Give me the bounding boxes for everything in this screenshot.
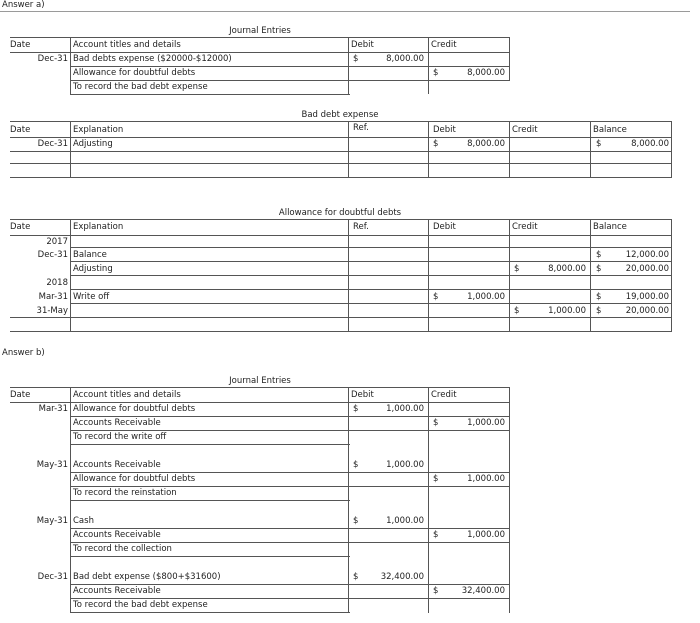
journal-b-row-debit: 1,000.00 (386, 516, 424, 526)
bad-debt-ledger-header-ref: Ref. (353, 123, 369, 133)
journal-b-row-debit: 32,400.00 (380, 572, 424, 582)
journal-a-row-credit-symbol: $ (433, 68, 439, 78)
answer-a-heading: Answer a) (2, 0, 45, 10)
journal-b-row-date: May-31 (36, 516, 68, 526)
allowance-ledger-row-date: 31-May (36, 306, 68, 316)
allowance-ledger-row-balance: 20,000.00 (625, 264, 669, 274)
allowance-ledger-row-explanation: Adjusting (73, 264, 113, 274)
bad-debt-ledger-header-balance: Balance (593, 125, 627, 135)
journal-b-row-account: Accounts Receivable (73, 530, 161, 540)
bad-debt-ledger-row-date: Dec-31 (37, 139, 68, 149)
bad-debt-ledger-row-balance: 8,000.00 (631, 139, 669, 149)
bad-debt-ledger-title: Bad debt expense (301, 110, 379, 120)
journal-b-header-debit: Debit (351, 390, 374, 400)
bad-debt-ledger-row-debit: 8,000.00 (467, 139, 505, 149)
allowance-ledger-row-credit-symbol: $ (514, 306, 520, 316)
journal-b-header-credit: Credit (431, 390, 457, 400)
allowance-ledger-row-credit: 8,000.00 (548, 264, 586, 274)
journal-b-row-credit: 1,000.00 (467, 530, 505, 540)
allowance-ledger-row-year: 2017 (46, 237, 68, 247)
allowance-ledger-header-debit: Debit (433, 222, 456, 232)
allowance-ledger-row-explanation: Balance (73, 250, 107, 260)
journal-a-row-debit: 8,000.00 (386, 54, 424, 64)
journal-a-row-account: To record the bad debt expense (73, 82, 208, 92)
journal-a-header-debit: Debit (351, 40, 374, 50)
answer-b-heading: Answer b) (2, 348, 45, 358)
journal-b-title: Journal Entries (229, 376, 291, 386)
allowance-ledger-row-explanation: Write off (73, 292, 110, 302)
bad-debt-ledger-row-explanation: Adjusting (73, 139, 113, 149)
bad-debt-ledger-header-explanation: Explanation (73, 125, 124, 135)
journal-b-row-date: Mar-31 (38, 404, 68, 414)
bad-debt-ledger-row-balance-symbol: $ (596, 139, 602, 149)
allowance-ledger-row-year: 2018 (46, 278, 68, 288)
journal-b-row-debit-symbol: $ (353, 516, 359, 526)
allowance-ledger-row-balance-symbol: $ (596, 264, 602, 274)
bad-debt-ledger-header-date: Date (10, 125, 31, 135)
journal-a-row-credit: 8,000.00 (467, 68, 505, 78)
journal-b-row-account: Accounts Receivable (73, 586, 161, 596)
journal-b-row-debit-symbol: $ (353, 404, 359, 414)
journal-b-header-account: Account titles and details (73, 390, 181, 400)
journal-a-row-debit-symbol: $ (353, 54, 359, 64)
journal-b-row-credit-symbol: $ (433, 530, 439, 540)
allowance-ledger-title: Allowance for doubtful debts (278, 208, 402, 218)
journal-b-row-account: To record the write off (73, 432, 167, 442)
allowance-ledger-header-ref: Ref. (353, 222, 369, 232)
allowance-ledger-row-date: Dec-31 (37, 250, 68, 260)
allowance-ledger-row-balance-symbol: $ (596, 250, 602, 260)
journal-b-row-debit: 1,000.00 (386, 404, 424, 414)
journal-b-row-account: Bad debt expense ($800+$31600) (73, 572, 221, 582)
journal-b-header-date: Date (10, 390, 31, 400)
allowance-ledger-header-balance: Balance (593, 222, 627, 232)
journal-b-row-account: Accounts Receivable (73, 460, 161, 470)
allowance-ledger-row-balance-symbol: $ (596, 292, 602, 302)
allowance-ledger-row-credit-symbol: $ (514, 264, 520, 274)
journal-a-row-account: Bad debts expense ($20000-$12000) (73, 54, 232, 64)
journal-a-header-date: Date (10, 40, 31, 50)
allowance-ledger-row-balance-symbol: $ (596, 306, 602, 316)
allowance-ledger-row-balance: 12,000.00 (625, 250, 669, 260)
journal-b-row-account: To record the collection (73, 544, 172, 554)
journal-a-header-credit: Credit (431, 40, 457, 50)
journal-b-row-account: Accounts Receivable (73, 418, 161, 428)
journal-b-row-credit: 1,000.00 (467, 418, 505, 428)
journal-b-row-account: Allowance for doubtful debts (73, 404, 196, 414)
allowance-ledger-row-balance: 19,000.00 (625, 292, 669, 302)
allowance-ledger-header-date: Date (10, 222, 31, 232)
allowance-ledger-row-debit-symbol: $ (433, 292, 439, 302)
allowance-ledger-row-credit: 1,000.00 (548, 306, 586, 316)
journal-b-row-credit-symbol: $ (433, 418, 439, 428)
journal-b-row-debit: 1,000.00 (386, 460, 424, 470)
journal-b-row-credit: 1,000.00 (467, 474, 505, 484)
journal-b-row-account: Cash (73, 516, 94, 526)
journal-b-row-account: To record the bad debt expense (73, 600, 208, 610)
journal-b-row-debit-symbol: $ (353, 572, 359, 582)
journal-b-row-credit: 32,400.00 (461, 586, 505, 596)
bad-debt-ledger-row-debit-symbol: $ (433, 139, 439, 149)
journal-b-row-account: Allowance for doubtful debts (73, 474, 196, 484)
journal-b-row-account: To record the reinstation (73, 488, 177, 498)
allowance-ledger-header-credit: Credit (512, 222, 538, 232)
journal-a-row-account: Allowance for doubtful debts (73, 68, 196, 78)
journal-a-row-date: Dec-31 (37, 54, 68, 64)
allowance-ledger-header-explanation: Explanation (73, 222, 124, 232)
journal-b-row-credit-symbol: $ (433, 586, 439, 596)
journal-b-row-date: May-31 (36, 460, 68, 470)
allowance-ledger-row-balance: 20,000.00 (625, 306, 669, 316)
allowance-ledger-row-debit: 1,000.00 (467, 292, 505, 302)
journal-b-row-date: Dec-31 (37, 572, 68, 582)
journal-a-title: Journal Entries (229, 26, 291, 36)
bad-debt-ledger-header-credit: Credit (512, 125, 538, 135)
journal-a-header-account: Account titles and details (73, 40, 181, 50)
bad-debt-ledger-header-debit: Debit (433, 125, 456, 135)
allowance-ledger-row-date: Mar-31 (38, 292, 68, 302)
journal-b-row-credit-symbol: $ (433, 474, 439, 484)
journal-b-row-debit-symbol: $ (353, 460, 359, 470)
